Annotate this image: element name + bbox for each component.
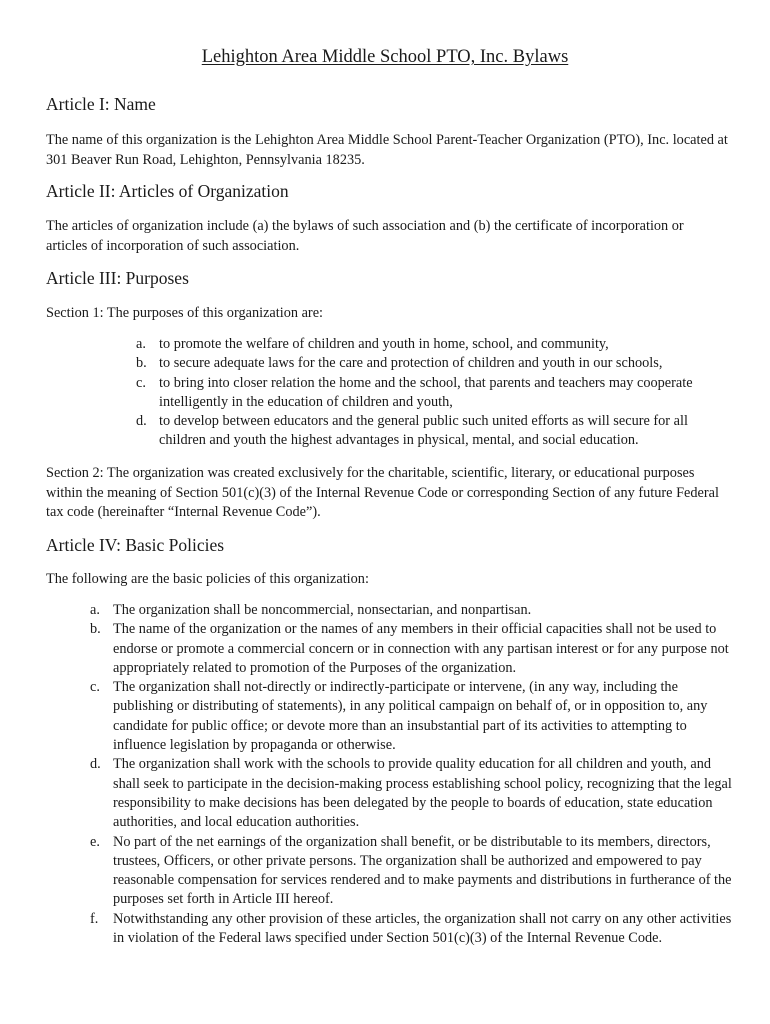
- list-item: [136, 412, 734, 451]
- list-marker: d.: [90, 756, 101, 773]
- purposes-list: [136, 335, 734, 451]
- list-marker: b.: [90, 621, 101, 638]
- article-1-heading: Article I: Name: [46, 94, 156, 114]
- list-marker: c.: [136, 374, 146, 391]
- list-marker: a.: [136, 336, 146, 352]
- list-item: [136, 374, 734, 413]
- list-item-text: to promote the welfare of children and youth in home, school, and community,: [159, 336, 609, 352]
- list-item: [90, 678, 733, 755]
- basic-policies-list: [90, 601, 733, 948]
- article-3-heading: Article III: Purposes: [46, 268, 189, 288]
- list-item-text: to bring into closer relation the home and the school, that parents and teachers may cooperate intelligently in the education of children and youth,: [159, 374, 693, 410]
- list-item-text: to secure adequate laws for the care and protection of children and youth in our schools,: [159, 355, 663, 372]
- list-marker: c.: [90, 679, 100, 696]
- list-item-text: The name of the organization or the names of any members in their official capacities shall not be used to endorse or promote a commercial concern or in connection with any partisan interest or for any purpose not appropriately related to promotion of the Purposes of the organization.: [113, 621, 729, 676]
- list-item: [90, 833, 733, 910]
- list-item-text: Notwithstanding any other provision of these articles, the organization shall not carry on any other activities in violation of the Federal laws specified under Section 501(c)(3) of the Internal Revenue Code.: [113, 910, 732, 947]
- list-marker: e.: [90, 833, 100, 850]
- list-marker: f.: [90, 910, 99, 927]
- list-item-text: The organization shall be noncommercial, nonsectarian, and nonpartisan.: [113, 602, 532, 618]
- list-item-text: The organization shall work with the schools to provide quality education for all children and youth, and shall seek to participate in the decision-making process establishing school policy, recognizing that the legal responsibility to make decisions has been delegated by the people to boards of education, state education authorities, and local education authorities.: [113, 756, 732, 831]
- list-item: [90, 620, 733, 678]
- list-item: [136, 354, 734, 373]
- article-2-text: The articles of organization include (a) the bylaws of such association and (b) the certificate of incorporation or articles of incorporation of such association.: [46, 218, 684, 254]
- article-3-section-1: Section 1: The purposes of this organization are:: [46, 305, 324, 321]
- list-item: [90, 601, 733, 620]
- list-item: [90, 755, 733, 832]
- article-4-intro: The following are the basic policies of this organization:: [46, 571, 369, 587]
- list-item: [90, 910, 733, 949]
- list-item-text: The organization shall not-directly or indirectly-participate or intervene, (in any way, including the publishing or distributing of statements), in any political campaign on behalf of, or in opposition to, any candidate for public office; or devote more than an insubstantial part of its activities to attempting to influence legislation by propaganda or otherwise.: [113, 679, 708, 754]
- list-marker: d.: [136, 413, 147, 430]
- article-1-text: The name of this organization is the Lehighton Area Middle School Parent-Teacher Organization (PTO), Inc. located at 301 Beaver Run Road, Lehighton, Pennsylvania 18235.: [46, 132, 728, 168]
- list-marker: a.: [90, 602, 100, 618]
- article-2-heading: Article II: Articles of Organization: [46, 181, 289, 201]
- document-title: Lehighton Area Middle School PTO, Inc. Bylaws: [201, 47, 569, 67]
- list-item-text: No part of the net earnings of the organization shall benefit, or be distributable to its members, directors, trustees, Officers, or other private persons. The organization shall be authorized and empowered to pay reasonable compensation for services rendered and to make payments and distributions in furtherance of the purposes set forth in Article III hereof.: [113, 833, 732, 908]
- list-item: [136, 335, 734, 354]
- list-item-text: to develop between educators and the general public such united efforts as will secure for all children and youth the highest advantages in physical, mental, and social education.: [159, 413, 688, 449]
- article-3-section-2: Section 2: The organization was created exclusively for the charitable, scientific, literary, or educational purposes within the meaning of Section 501(c)(3) of the Internal Revenue Code or corresponding Section of any future Federal tax code (hereinafter “Internal Revenue Code”).: [46, 465, 719, 520]
- article-4-heading: Article IV: Basic Policies: [46, 535, 225, 555]
- list-marker: b.: [136, 355, 147, 372]
